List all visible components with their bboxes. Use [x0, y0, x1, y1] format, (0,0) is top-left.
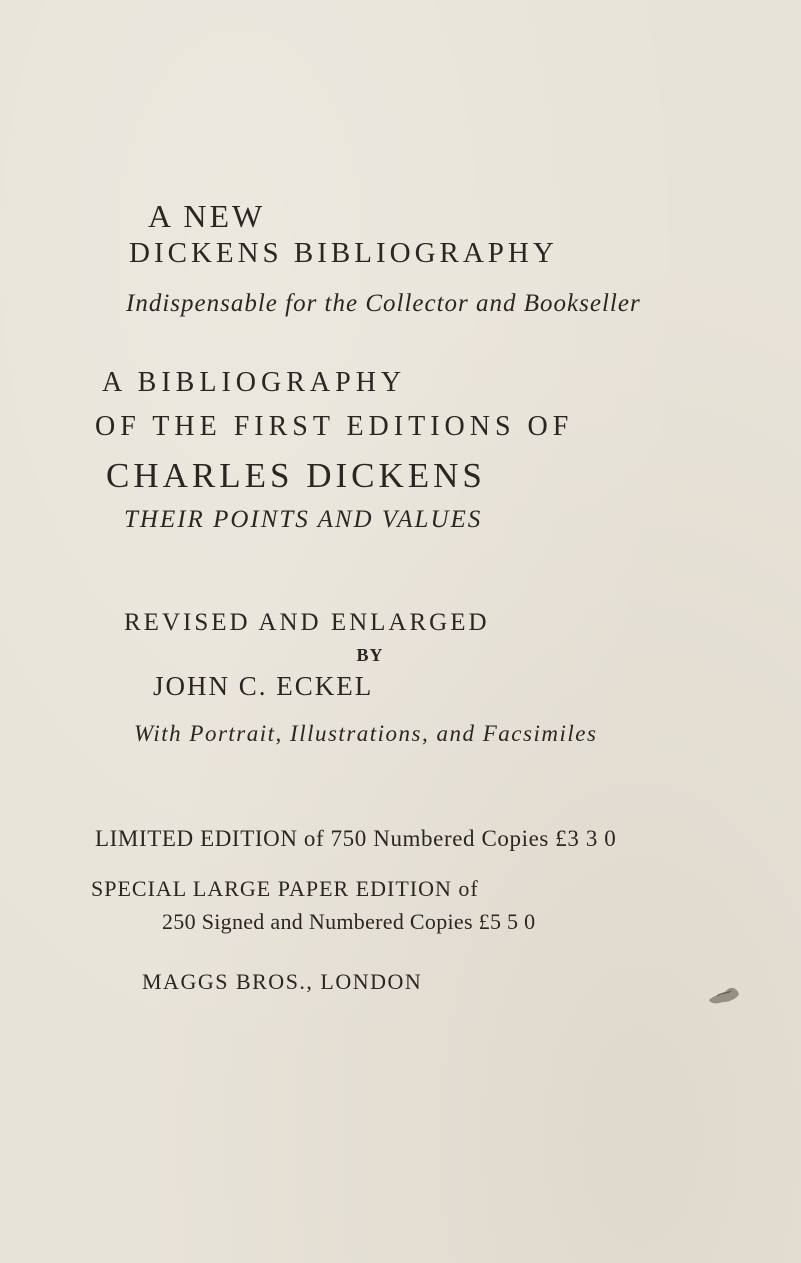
special-edition-line-2: 250 Signed and Numbered Copies £5 5 0 — [162, 909, 536, 934]
title-line-2: OF THE FIRST EDITIONS OF — [95, 411, 574, 442]
by-label: BY — [356, 645, 384, 665]
illustrations-note: With Portrait, Illustrations, and Facsimiles — [134, 721, 598, 746]
revision-note: REVISED AND ENLARGED — [124, 609, 490, 636]
title-line-3: CHARLES DICKENS — [106, 456, 486, 495]
author-name: JOHN C. ECKEL — [153, 671, 374, 701]
ink-smudge-mark — [707, 982, 741, 1006]
publisher-imprint: MAGGS BROS., LONDON — [142, 969, 423, 994]
tagline: Indispensable for the Collector and Bookseller — [126, 290, 641, 317]
title-line-1: A BIBLIOGRAPHY — [102, 367, 407, 398]
subtitle: THEIR POINTS AND VALUES — [124, 506, 483, 533]
heading-line-2: DICKENS BIBLIOGRAPHY — [129, 237, 558, 269]
limited-edition-price: LIMITED EDITION of 750 Numbered Copies £3 3 0 — [95, 826, 617, 851]
special-edition-line-1: SPECIAL LARGE PAPER EDITION of — [91, 876, 479, 901]
heading-line-1: A NEW — [148, 198, 266, 234]
